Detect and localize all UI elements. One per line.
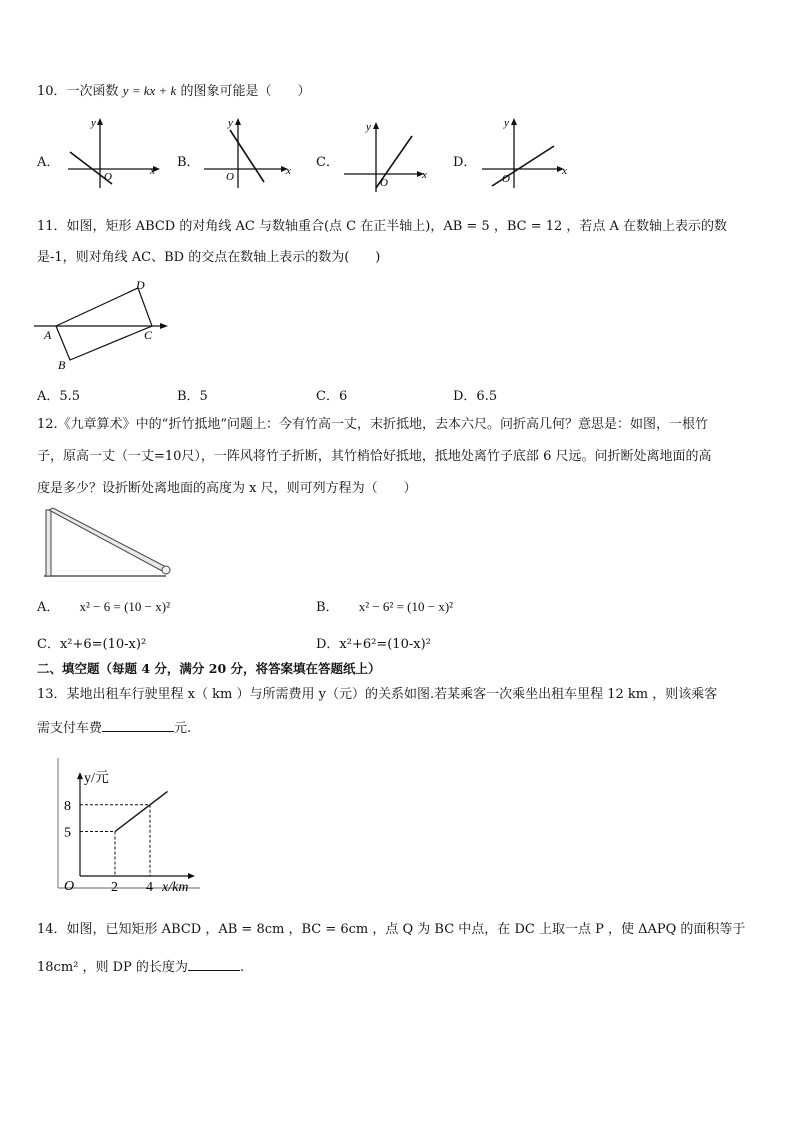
q13-x-axis-label: x/km (162, 880, 189, 895)
q10-suffix: 的图象可能是（ ） (180, 84, 311, 99)
q12-stem-line1: 12.《九章算术》中的“折竹抵地”问题上：今有竹高一丈，末折抵地，去本六尺。问折高几何？意思是：如图，一根竹 (37, 417, 708, 432)
q11-option-a: A．5.5 (37, 389, 81, 404)
q13-origin-label: O (64, 879, 75, 894)
q10-option-d-label: D． (453, 155, 477, 170)
q10-prefix: 10．一次函数 (37, 84, 119, 99)
q13-y-tick-label: 8 (64, 798, 71, 814)
q13-fare-chart (50, 752, 210, 895)
q13-x-axis-arrow (188, 873, 195, 879)
q13-guides (80, 805, 150, 876)
q10-graph-b (200, 112, 304, 192)
q10-d-origin: O (502, 173, 510, 185)
q11-figure (34, 274, 174, 370)
q13-axes (77, 772, 195, 879)
q11-label-b: B (58, 358, 66, 372)
q14-stem-line1: 14．如图，已知矩形 ABCD ，AB = 8cm ，BC = 6cm ，点 Q 为 BC 中点，在 DC 上取一点 P ，使 ΔAPQ 的面积等于 (37, 922, 746, 937)
q13-y-axis-arrow (77, 772, 83, 779)
q11-label-c: C (144, 328, 153, 342)
q13-line2-suffix: 元. (174, 721, 192, 736)
q10-graph-c (340, 114, 444, 194)
q10-option-a-label: A． (37, 155, 60, 170)
q12-option-b (316, 596, 453, 615)
q12-option-a-label: A． (37, 600, 60, 615)
q10-graph-a (62, 112, 166, 192)
q10-option-c-label: C． (316, 155, 339, 170)
q10-graph-d (478, 112, 582, 192)
q14-line2-suffix: . (239, 960, 245, 975)
q10-c-axis-x: x (422, 169, 427, 181)
q10-b-axis-y: y (228, 117, 233, 129)
q14-stem-line2 (37, 957, 244, 977)
q14-answer-blank[interactable] (188, 957, 240, 971)
q13-stem-line1: 13．某地出租车行驶里程 x（ km ）与所需费用 y（元）的关系如图.若某乘客一次乘坐出租车里程 12 km ，则该乘客 (37, 687, 718, 702)
q11-label-d: D (136, 278, 145, 292)
q11-option-c: C．6 (316, 389, 348, 404)
q12-bamboo-figure (40, 506, 180, 582)
q10-a-axis-y: y (91, 117, 96, 129)
q11-option-b: B．5 (177, 389, 208, 404)
q10-a-axis-x: x (150, 165, 155, 177)
q13-answer-blank[interactable] (102, 718, 174, 732)
section-2-heading: 二、填空题（每题 4 分，满分 20 分，将答案填在答题纸上） (37, 661, 381, 676)
q13-series-segment (150, 791, 168, 804)
q12-option-c: C．x²+6=(10-x)² (37, 637, 147, 652)
q11-stem-line1: 11．如图，矩形 ABCD 的对角线 AC 与数轴重合(点 C 在正半轴上)，AB = 5 ，BC = 12 ，若点 A 在数轴上表示的数 (37, 219, 728, 234)
q13-series-segment (115, 805, 150, 832)
q10-d-axis-x: x (562, 165, 567, 177)
q12-stem-line2: 子，原高一丈（一丈=10尺），一阵风将竹子折断，其竹梢恰好抵地，抵地处离竹子底部 6 尺远。问折断处离地面的高 (37, 449, 712, 464)
q10-b-origin: O (226, 171, 234, 183)
q13-line2-prefix: 需支付车费 (37, 721, 103, 736)
q10-c-origin: O (380, 177, 388, 189)
q14-line2-prefix: 18cm² ，则 DP 的长度为 (37, 960, 188, 975)
q10-stem (37, 82, 310, 101)
q13-x-tick-label: 4 (146, 880, 153, 895)
q10-c-axis-y: y (366, 121, 371, 133)
q12-option-b-label: B． (316, 600, 339, 615)
q13-stem-line2 (37, 718, 191, 738)
q10-option-b-label: B． (177, 155, 200, 170)
q12-option-a (37, 596, 170, 615)
q13-y-axis-label: y/元 (84, 771, 109, 787)
q11-option-d: D．6.5 (453, 389, 498, 404)
q12-stem-line3: 度是多少？设折断处离地面的高度为 x 尺，则可列方程为（ ） (37, 481, 417, 496)
q10-equation: y = kx + k (122, 83, 177, 98)
q12-option-b-equation: x² − 6² = (10 − x)² (358, 599, 454, 614)
q13-x-tick-label: 2 (111, 880, 118, 895)
q12-option-d: D．x²+6²=(10-x)² (316, 637, 431, 652)
q13-y-tick-label: 5 (64, 825, 71, 841)
q10-a-origin: O (104, 171, 112, 183)
q13-series (115, 791, 168, 831)
q10-d-axis-y: y (504, 117, 509, 129)
q11-stem-line2: 是-1，则对角线 AC、BD 的交点在数轴上表示的数为( ) (37, 250, 381, 265)
q12-option-a-equation: x² − 6 = (10 − x)² (79, 599, 170, 614)
q10-b-axis-x: x (286, 165, 291, 177)
q11-label-a: A (44, 328, 52, 342)
